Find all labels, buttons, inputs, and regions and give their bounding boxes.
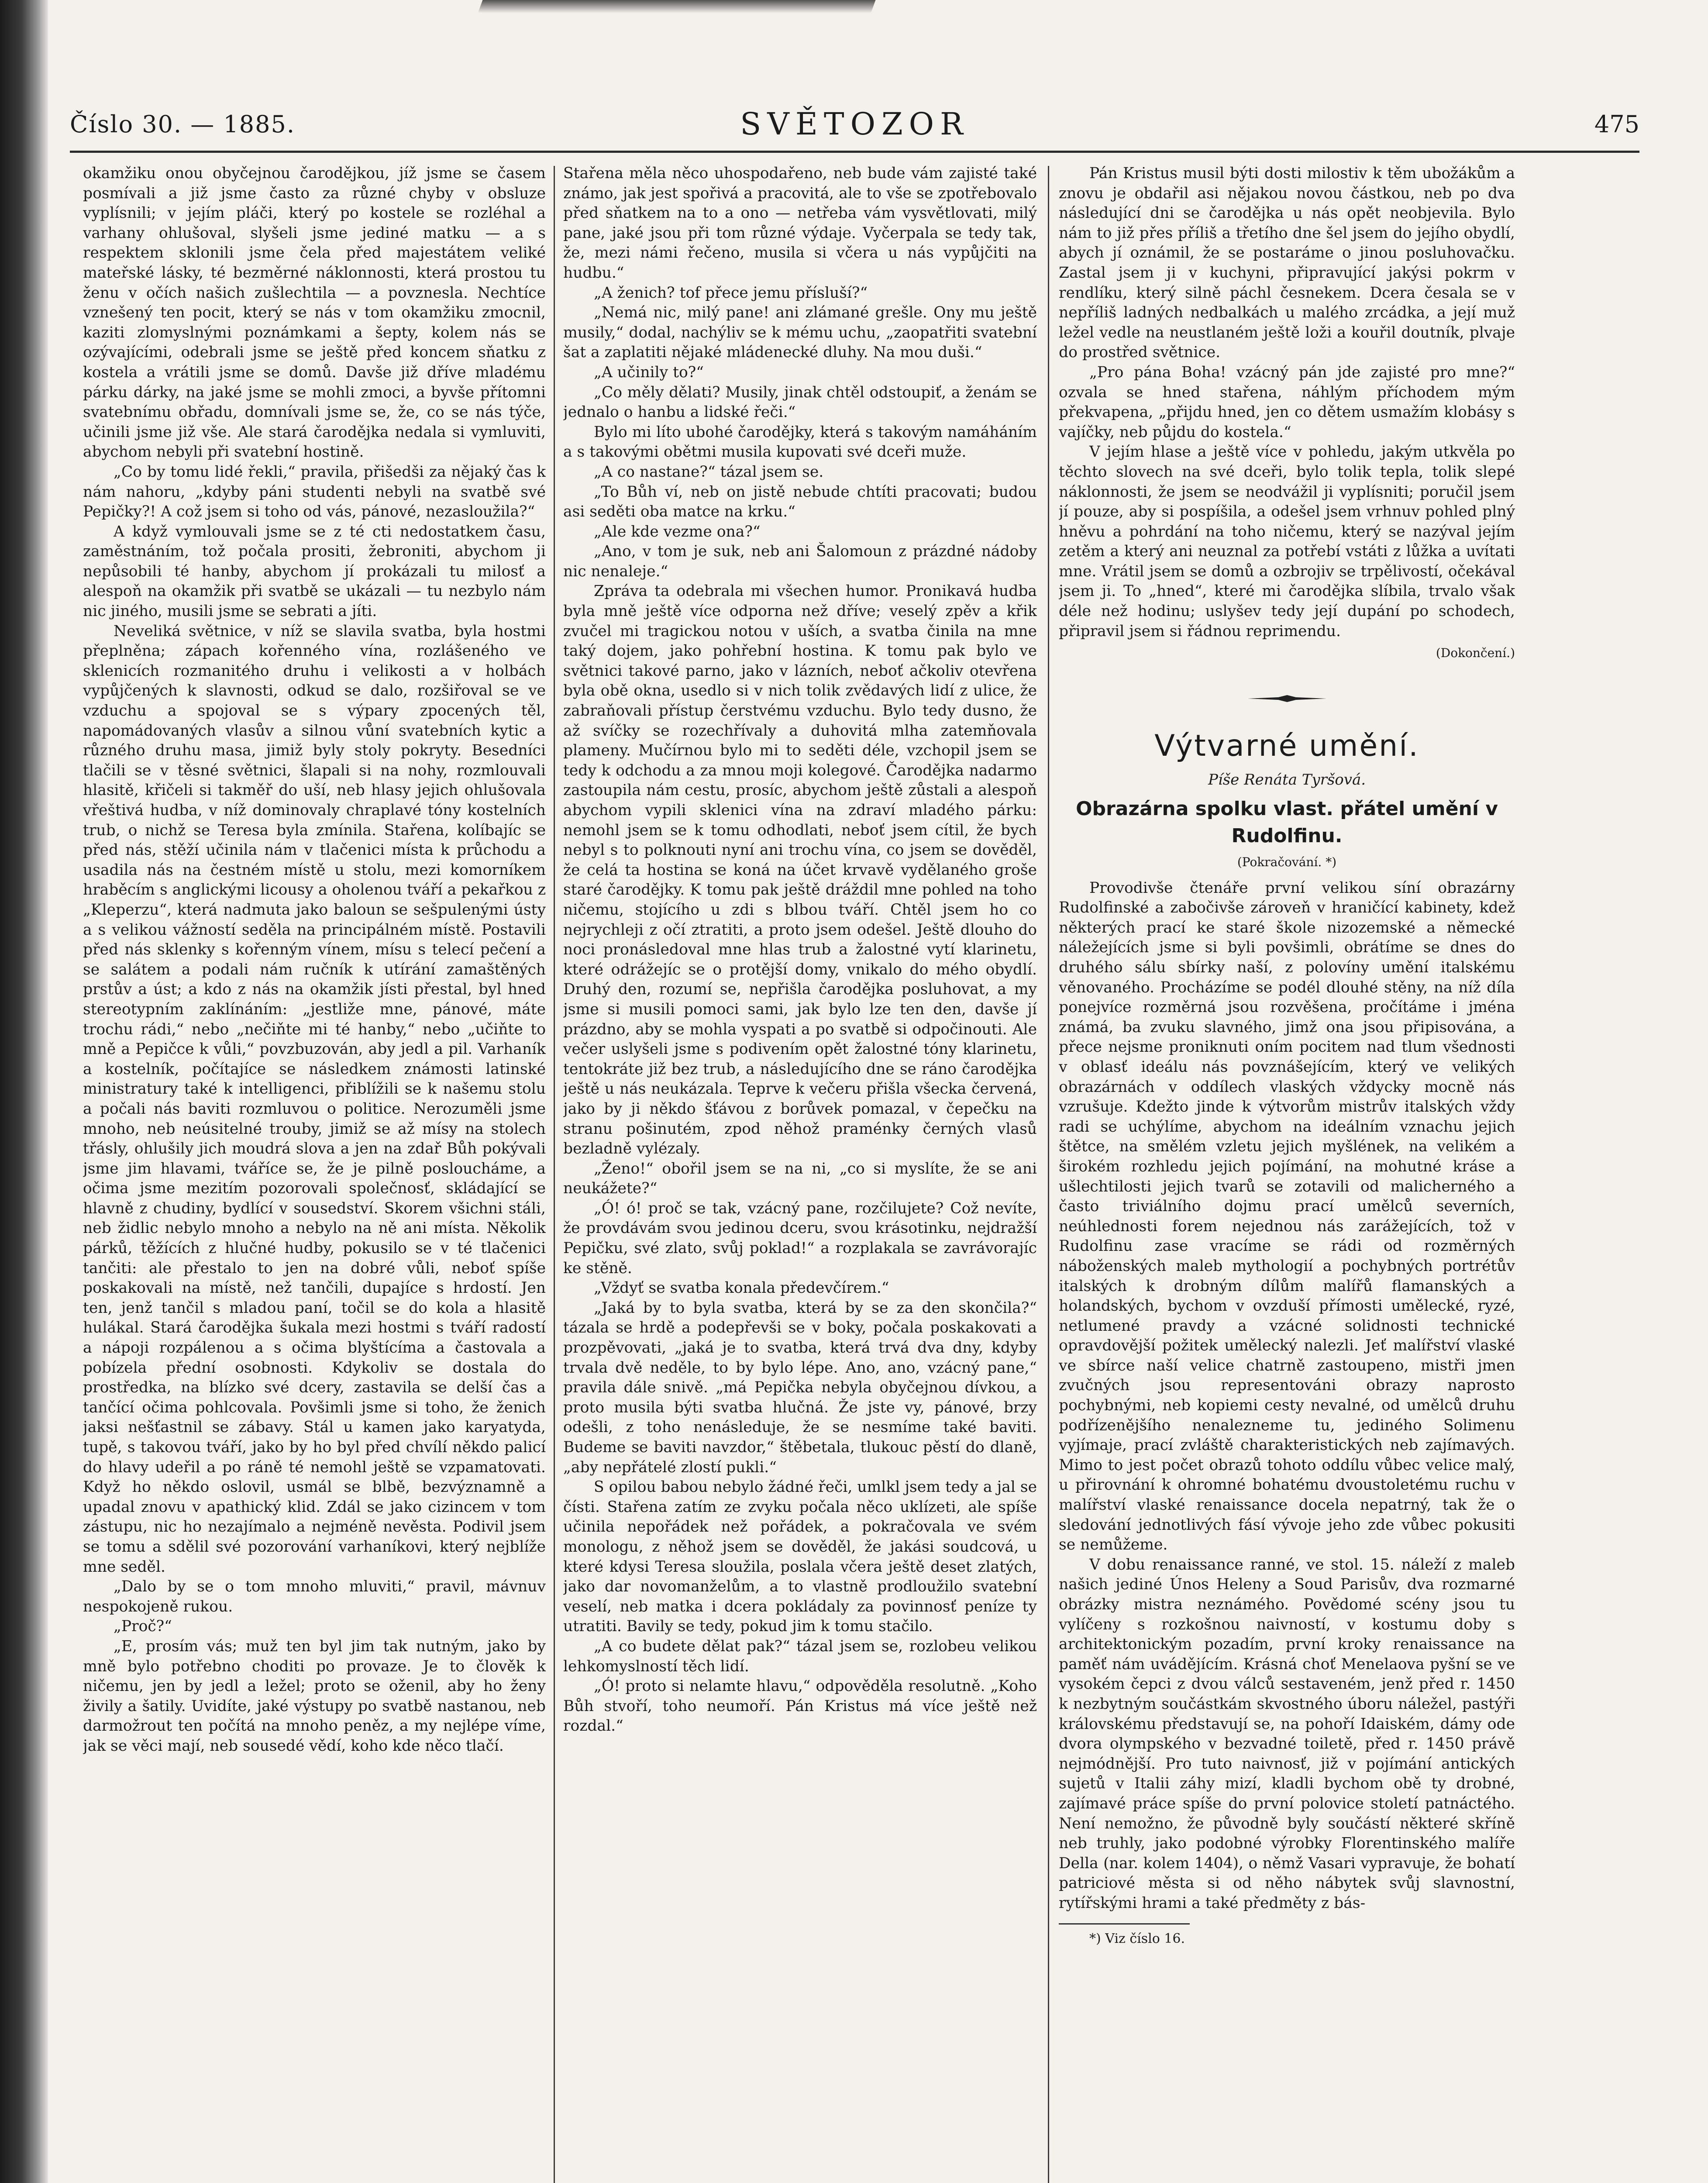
column-1 [83, 164, 546, 2183]
column-3 [1059, 164, 1515, 2183]
article-subhead: Obrazárna spolku vlast. přátel umění v Rudolfinu. [1076, 798, 1498, 847]
paragraph: Provodivše čtenáře první velikou síní obrazárny Rudolfinské a zabočivše zároveň v hraničící kabinety, kdež některých prací ke staré škole nizozemské a německé náležejících jsme si byli povšimli, obrátíme se dnes do druhého sálu sbírky naší, z polovíny umění italskému věnovaného. Procházíme se podél dlouhé stěny, na níž díla ponejvíce rozměrná jsou rozvěšena, pročítáme i jména známá, ba zvuku slavného, jimž ona jsou připisována, a přece nejsme proniknuti oním pocitem nad tlum všednosti v oblasť ideálu nás povznášejícím, který ve velikých obrazárnách v oddílech vlaských vždycky mocně nás vzrušuje. Kdežto jinde k výtvorům mistrův italských vždy radi se uchýlíme, abychom na ideálním vznachu jejich štětce, na smělém vzletu jejich myšlének, na velikém a širokém rozhledu jejich pojímání, na mohutné kráse a ušlechtilosti jejich tvarů se zotavili od malicherného a často triviálního dojmu prací umělců severních, neúhlednosti forem nejednou nás zarážejících, tož v Rudolfinu zase vracíme se rádi od rozměrných náboženských maleb mythologií a pochybných portrétův italských k drobným dílům malířů flamanských a holandských, bychom v ovzduší přímosti umělecké, ryzé, netlumené pravdy a vzácné solidnosti technické opravdovější požitek umělecký nalezli. Jeť malířství vlaské ve sbírce naší velice chatrně zastoupeno, mistři jmen zvučných jsou representováni obrazy naprosto pochybnými, neb kopiemi cesty nevalné, od umělců druhu podřízenějšího nenalezneme tu, jediného Solimenu vyjímaje, prací zvláště charakteristických neb zajímavých. Mimo to jest počet obrazů tohoto oddílu vůbec velice malý, u přirovnání k ohromné bohatému dvoustoletému ruchu v malířství vlaské renaissance docela nepatrný, tak že o sledování jednotlivých fásí vývoje jeho zde vůbec pokusiti se nemůžeme. [1059, 879, 1515, 1554]
paragraph: „Ó! ó! proč se tak, vzácný pane, rozčilujete? Což nevíte, že provdávám svou jedinou dceru, svou krásotinku, nejdražší Pepičku, své zlato, svůj poklad!“ a rozplakala se zavrávorajíc ke stěně. [563, 1199, 1037, 1277]
section-title: Výtvarné umění. [1154, 729, 1419, 764]
issue-label: Číslo 30. — 1885. [70, 110, 296, 138]
paragraph: Neveliká světnice, v níž se slavila svatba, byla hostmi přeplněna; zápach kořenného vína, rozlášeného ve sklenicích rozmanitého druhu i velikosti a v holbách vypůjčených k slavnosti, odkud se dalo, rozšiřoval se ve vzduchu a spojoval se s výpary zpocených těl, napomádovaných vlasův a silnou vůní svatebních kytic a různého druhu masa, jimiž byly stoly pokryty. Besedníci tlačili se v těsné světnici, šlapali si na nohy, rozmlouvali hlasitě, křičeli si takměř do uší, neb hlasy jejich ohlušovala vřeštivá hudba, v níž dominovaly chraplavé tóny kostelních trub, o nichž se Teresa byla zmínila. Stařena, kolíbajíc se před nás, stěží učinila nám v tlačenici místa k průchodu a usadila nás na čestném místě u stolu, mezi komorníkem hraběcím s anglickými licousy a oholenou tváří a pekařkou z „Kleperzu“, která nadmuta jako baloun se sešpulenými ústy a s velikou vážností seděla na principálném místě. Postavili před nás sklenky s kořenným vínem, mísu s telecí pečení a se salátem a podali nám ručník k utírání zamaštěných prstův a úst; a kdo z nás na okamžik jísti přestal, byl hned stereotypním zaklínáním: „jestliže mne, pánové, máte trochu rádi,“ nebo „nečiňte mi té hanby,“ nebo „učiňte to mně a Pepičce k vůli,“ povzbuzován, aby jedl a pil. Varhaník a kostelník, počítajíce se následkem známosti latinské ministratury také k intelligenci, přiblížili se k našemu stolu a počali nás baviti rozmluvou o politice. Nerozuměli jsme mnoho, neb neúsitelné trouby, jimiž se až mísy na stolech třásly, ohlušily jich moudrá slova a jen na zdař Bůh pokývali jsme jim hlavami, tváříce se, že je pilně posloucháme, a očima jsme mezitím pozorovali společnosť, skládající se hlavně z chudiny, bydlící v sousedství. Skorem všichni stáli, neb židlic nebylo mnoho a nebylo na ně ani místa. Několik párků, těžících z hlučné hudby, pokusilo se v té tlačenici tančiti: ale přestalo to jen na dobré vůli, neboť spíše poskakovali na místě, než tančili, dupajíce s hrdostí. Jen ten, jenž tančil s mladou paní, točil se do kola a hlasitě hulákal. Stará čarodějka šukala mezi hostmi s tváří radostí a nápoji rozpálenou a s očima blyštícíma a častovala a pobízela přední osobnosti. Kdykoliv se dostala do prostředka, na blízko své dcery, zastavila se delší čas a tančící očima pohlcovala. Povšimli jsme si toho, že ženich jaksi nešťastnil se zábavy. Stál u kamen jako karyatyda, tupě, s takovou tváří, jako by ho byl před chvílí někdo palicí do hlavy udeřil a po ráně té nemohl ještě se vzpamatovati. Když ho někdo oslovil, usmál se blbě, bezvýznamně a upadal znovu v apathický klid. Zdál se jako cizincem v tom zástupu, nic ho nezajímalo a nejméně nevěsta. Podivil jsem se tomu a sdělil své pozorování varhaníkovi, který nejblíže mne seděl. [83, 622, 546, 1576]
paragraph: Zpráva ta odebrala mi všechen humor. Pronikavá hudba byla mně ještě více odporna než dříve; veselý zpěv a křik zvučel mi tragickou notou v uších, a svatba činila na mne taký dojem, jako pohřební hostina. K tomu pak bylo ve světnici takové parno, jako v lázních, neboť ačkoliv otevřena byla obě okna, usedlo si v nich tolik zvědavých lidí z ulice, že zabraňovali přístup čerstvému vzduchu. Bylo tedy dusno, že až svíčky se rozechřívaly a duhovitá mlha zatemňovala plameny. Mučírnou bylo mi to seděti déle, vzchopil jsem se tedy k odchodu a za mnou moji kolegové. Čarodějka nadarmo zastoupila nám cestu, prosíc, abychom ještě zůstali a alespoň abychom vypili sklenici vína na zdraví mladého párku: nemohl jsem se k tomu odhodlati, neboť jsem cítil, že bych nebyl s to polknouti nyní ani trochu vína, co jsem se dověděl, že celá ta hostina se koná na účet krvavě vydělaného groše staré čarodějky. K tomu pak ještě dráždil mne pohled na toho ničemu, stojícího u zdi s blbou tváří. Chtěl jsem ho co nejrychleji z očí ztratiti, a proto jsem odešel. Ještě dlouho do noci pronásledoval mne hlas trub a žalostné vytí klarinetu, které odrážejíc se o protější domy, vnikalo do mého obydlí. Druhý den, rozumí se, nepřišla čarodějka posluhovat, a my jsme si musili pomoci sami, jak bylo lze ten den, davše jí prázdno, aby se mohla vyspati a po svatbě si odpočinouti. Ale večer uslyšeli jsme s podivením opět žalostné tóny klarinetu, tentokráte již bez trub, a následujícího dne se ráno čarodějka ještě u nás neukázala. Teprve k večeru přišla všecka červená, jako by ji někdo šťávou z borůvek pomazal, v čepečku na stranu pošinutém, zpod něhož praménky černých vlasů bezladně vylézaly. [563, 582, 1037, 1158]
footnote-rule [1059, 1923, 1190, 1925]
paragraph: „Proč?“ [114, 1618, 172, 1636]
page-number: 475 [1594, 110, 1639, 138]
header-rule [70, 151, 1639, 153]
paragraph: Pán Kristus musil býti dosti milostiv k těm ubožákům a znovu je obdařil asi nějakou novou částkou, neb po dva následující dni se čarodějka u nás opět neobjevila. Bylo nám to již přes příliš a třetího dne šel jsem do jejího obydlí, abych jí oznámil, že se postaráme o jinou posluhovačku. Zastal jsem ji v kuchyni, připravující jakýsi pokrm v rendlíku, který silně páchl česnekem. Dcera česala se v nepříliš ladných nedbalkách u malého zrcádka, a její muž ležel vedle na neustlaném ještě loži a kouřil doutník, plvaje do prostřed světnice. [1059, 165, 1515, 362]
continued-note: (Pokračování. *) [1237, 855, 1337, 870]
paragraph: A když vymlouvali jsme se z té cti nedostatkem času, zaměstnáním, tož počala prositi, žebroniti, abychom ji nepůsobili té hanby, abychom jí prokázali tu milosť a alespoň na okamžik při svatbě se ukázali — tu nezbylo nám nic jiného, musili jsme se sebrati a jíti. [83, 523, 546, 620]
column-rule [1048, 166, 1049, 2183]
paragraph: okamžiku onou obyčejnou čarodějkou, jíž jsme se časem posmívali a již jsme často za různé chyby v obsluze vyplísnili; v jejím pláči, který po kostele se rozléhal a varhany ohlušoval, slyšeli jsme jediné matku — a s respektem sklonili jsme čela před majestátem veliké mateřské lásky, té bezměrné náklonnosti, která prostou tu ženu v očích našich zušlechtila — a povznesla. Nechtíce vznešený ten pocit, který se nás v tom okamžiku zmocnil, kaziti zlomyslnými poznámkami a šepty, kolem nás se ozývajícími, odebrali jsme se ještě před koncem sňatku z kostela a vrátili jsme se domů. Davše již dříve mladému párku dárky, na jaké jsme se mohli zmoci, a byvše přítomni svatebnímu obřadu, domnívali jsme se, že, co se nás týče, učinili jsme již vše. Ale stará čarodějka nedala si vymluviti, abychom nebyli při svatební hostině. [83, 165, 546, 461]
paragraph: „Ó! proto si nelamte hlavu,“ odpověděla resolutně. „Koho Bůh stvoří, toho neumoří. Pán Kristus má více ještě než rozdal.“ [563, 1677, 1037, 1735]
masthead-title: SVĚTOZOR [740, 106, 969, 142]
paragraph: Stařena měla něco uhospodařeno, neb bude vám zajisté také známo, jak jest spořivá a pracovitá, ale to vše se zpotřebovalo před sňatkem na to a ono — netřeba vám vysvětlovati, milý pane, jaké jsou při tom různé výdaje. Vyčerpala se tedy tak, že, mezi námi řečeno, musila si včera u nás vypůjčiti na hudbu.“ [563, 165, 1037, 282]
paragraph: „Ale kde vezme ona?“ [594, 523, 761, 541]
paragraph: „A co budete dělat pak?“ tázal jsem se, rozlobeu velikou lehkomyslností těch lidí. [563, 1637, 1037, 1675]
byline: Píše Renáta Tyršová. [1208, 771, 1366, 789]
paragraph: „Jaká by to byla svatba, která by se za den skončila?“ tázala se hrdě a podepřevši se v boky, počala poskakovati a prozpěvovati, „jaká je to svatba, která trvá dva dny, kdyby trvala dvě neděle, to by bylo lépe. Ano, ano, vzácný pane,“ pravila dále snivě. „má Pepička nebyla obyčejnou dívkou, a proto musila býti svatba hlučná. Že jste vy, pánové, brzy odešli, z toho nenásleduje, že se nesmíme také baviti. Budeme se baviti navzdor,“ štěbetala, tlukouc pěstí do dlaně, „aby nepřátelé zlostí pukli.“ [563, 1299, 1037, 1476]
paragraph: „Nemá nic, milý pane! ani zlámané grešle. Ony mu ještě musily,“ dodal, nachýliv se k mému uchu, „zaopatřiti svatební šat a zaplatiti nějaké mládenecké dluhy. Na mou duši.“ [563, 304, 1037, 362]
paragraph: „E, prosím vás; muž ten byl jim tak nutným, jako by mně bylo potřebno choditi po provaze. Je to člověk k ničemu, jen by jedl a ležel; proto se oženil, aby ho ženy živily a šatily. Uvidíte, jaké výstupy po svatbě nastanou, neb darmožrout ten počítá na mnoho peněz, a my nejlépe víme, jak se věci mají, neb sousedé vědí, koho kde něco tlačí. [83, 1637, 546, 1755]
paragraph: V dobu renaissance ranné, ve stol. 15. náleží z maleb našich jediné Únos Heleny a Soud Parisův, dva rozmarné obrázky mistra neznámého. Povědomé scény jsou tu vylíčeny s rozkošnou naivností, v kostumu doby s architektonickým pozadím, první kroky renaissance na paměť nám uvádějícím. Krásná choť Menelaova pyšní se ve vysokém čepci z dvou válců sestaveném, jenž před r. 1450 k nezbytným součástkám skvostného úboru náležel, pastýři královskému představují se, na pohoří Idaiském, dámy ode dvora olympského v bezvadné toiletě, před r. 1450 právě nejmódnější. Pro tuto naivnosť, již v pojímání antických sujetů v Italii záhy mizí, kladli bychom obě ty drobné, zajímavé práce spíše do první polovice století patnáctého. Není nemožno, že původně byly součástí některé skříně neb truhly, jako podobné výrobky Florentinského malíře Della (nar. kolem 1404), o němž Vasari vypravuje, že bohatí patriciové města si od něho nábytek svůj slavnostní, rytířskými hrami a také předměty z bás- [1059, 1556, 1515, 1912]
column-2 [563, 164, 1037, 2183]
paragraph: „Dalo by se o tom mnoho mluviti,“ pravil, mávnuv nespokojeně rukou. [83, 1578, 546, 1615]
binding-shadow [0, 0, 48, 2183]
paragraph: Bylo mi líto ubohé čarodějky, která s takovým namáháním a s takovými obětmi musila kupovati své dceři muže. [563, 423, 1037, 461]
scan-edge [478, 0, 876, 13]
paragraph: „A co nastane?“ tázal jsem se. [594, 463, 824, 481]
continuation-note: (Dokončení.) [1436, 646, 1515, 661]
paragraph: V jejím hlase a ještě více v pohledu, jakým utkvěla po těchto slovech na své dceři, bylo tolik tepla, tolik slepé náklonnosti, že jsem se neodvážil ji vyplísniti; poručil jsem jí pouze, aby si pospíšila, a odešel jsem vrhnuv pohled plný hněvu a pohrdání na toho ničemu, který se nazýval jejím zetěm a který ani neuznal za potřebí vstáti z lůžka a uvítati mne. Vrátil jsem se domů a ozbrojiv se trpělivostí, očekával jsem ji. To „hned“, které mi čarodějka slíbila, trvalo však déle než hodinu; uslyšev tedy její dupání po schodech, připravil jsem si řádnou reprimendu. [1059, 443, 1515, 640]
paragraph: „Pro pána Boha! vzácný pán jde zajisté pro mne?“ ozvala se hned stařena, náhlým příchodem mým překvapena, „přijdu hned, jen co dětem usmažím klobásy s vajíčky, neb půjdu do kostela.“ [1059, 363, 1515, 441]
paragraph: „To Bůh ví, neb on jistě nebude chtíti pracovati; budou asi seděti oba matce na krku.“ [563, 483, 1037, 521]
paragraph: S opilou babou nebylo žádné řeči, umlkl jsem tedy a jal se čísti. Stařena zatím ze zvyku počala něco uklízeti, ale spíše učinila nepořádek než pořádek, a pokračovala ve svém monologu, z něhož jsem se dověděl, že jakási soudcová, u které kdysi Teresa sloužila, poslala včera ještě deset zlatých, jako dar novomanželům, a to vlastně prodloužilo svatební veselí, neb matka i dcera pokládaly za povinnosť peníze ty utratiti. Bavily se tedy, pokud jim k tomu stačilo. [563, 1478, 1037, 1636]
page-header [70, 103, 1639, 151]
paragraph: „Ano, v tom je suk, neb ani Šalomoun z prázdné nádoby nic nenaleje.“ [563, 543, 1037, 580]
footnote: *) Viz číslo 16. [1089, 1931, 1185, 1946]
ornament-icon [1248, 693, 1326, 704]
paragraph: „A učinily to?“ [594, 363, 704, 381]
paragraph: „Vždyť se svatba konala předevčírem.“ [594, 1279, 889, 1297]
paragraph: „A ženich? tof přece jemu přísluší?“ [594, 284, 868, 302]
paragraph: „Co by tomu lidé řekli,“ pravila, přišedši za nějaký čas k nám nahoru, „kdyby páni studenti nebyli na svatbě své Pepičky?! A což jsem si toho od vás, pánové, nezasloužila?“ [83, 463, 546, 521]
paragraph: „Ženo!“ obořil jsem se na ni, „co si myslíte, že se ani neukážete?“ [563, 1160, 1037, 1198]
section-divider [1059, 689, 1515, 709]
paragraph: „Co měly dělati? Musily, jinak chtěl odstoupiť, a ženám se jednalo o hanbu a lidské řeči.“ [563, 383, 1037, 421]
column-rule [554, 166, 555, 2183]
